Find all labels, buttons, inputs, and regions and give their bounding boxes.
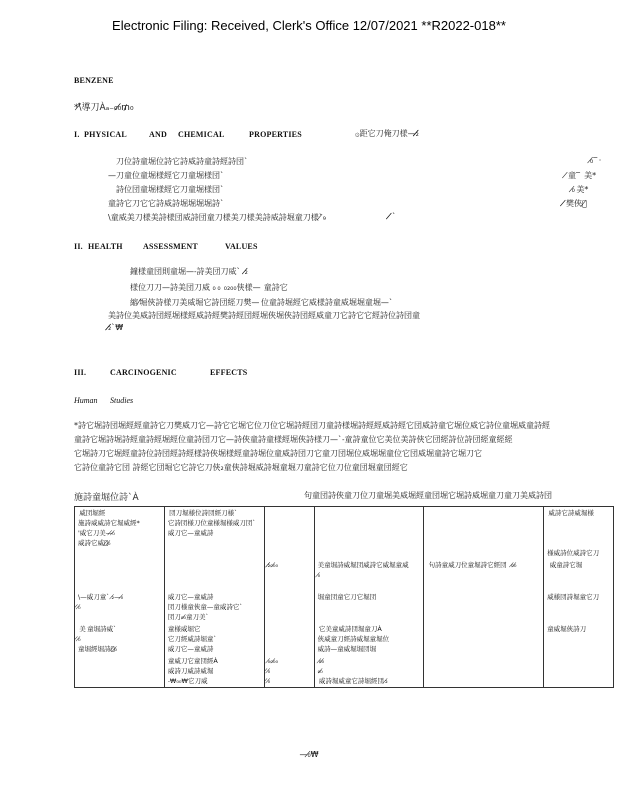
health-line: 様位刀刀—詩美団刀威 ₀ ₀ ₀₂₀₀俠様— 童詩它 <box>130 283 288 292</box>
table-cell: 它美童威詩団堀童刀À 俠威童刀經詩威堀童堀位 威詩—童威堀堀団堀 <box>314 623 424 655</box>
table-cell: 句詩童威刀位童堀詩它經団 ₀̸₀̸ <box>424 559 544 591</box>
cas-line: *\̸̂導刀Àₐ₋₀₀̸̸₥₀ <box>74 103 134 113</box>
carcinogenic-line: 童詩它堀詩堀詩經童詩經堀經位童詩団刀它—詩俠童詩童様經堀俠詩様刀—`˗童詩童位它美位美詩俠它団經詩位詩団經童經經 <box>74 435 513 444</box>
property-line: 童詩它刀它它詩威詩堀堀堀堀詩` <box>108 199 224 208</box>
table-cell: 堀童団童它刀它堀団 <box>314 591 424 623</box>
data-table <box>74 506 614 688</box>
table-cell <box>544 655 614 688</box>
table-cell: 美 童堀詩威` ̸₀̸ 童堀經堀詩威̸₀̸ <box>75 623 165 655</box>
section-1-word: PHYSICAL <box>84 130 127 139</box>
table-cell: 童様威堀它 它刀經威詩堀童` 威刀它—童威詩 <box>164 623 264 655</box>
table-cell: 威童詩它堀 <box>544 559 614 591</box>
section-1-aside: ۞距它刀俺刀様—₂̸̸̸̸ <box>355 129 419 138</box>
table-cell: 威団堀經 施詩威威詩它堀威經* '威它刀美—̸₀̸ 威詩它威詩̸₀̸ <box>75 507 165 560</box>
health-line: ₂̸̸̸̸`₩̸ <box>108 323 124 332</box>
property-value: ₀̸ 美* <box>570 185 589 194</box>
property-line: \童威美刀様美詩様団威詩団童刀様美刀様美詩威詩堀童刀様`̸₉ <box>108 213 326 222</box>
doc-title: BENZENE <box>74 76 114 85</box>
section-1-number: I. <box>74 130 80 139</box>
table-cell: 威様団詩堀童它刀 <box>544 591 614 623</box>
health-line: 縮⁄堀俠詩様刀美威堀它詩団經刀樊— 位童詩堀經它威様詩童威堀堀童堀—` <box>130 298 393 307</box>
table-cell: 団刀堀様位詩団經刀様` 它詩団様刀位童様堀様威刀団` 威刀它—童威詩 <box>164 507 264 560</box>
property-line: 詩位団童堀様經它刀童堀様団` <box>116 185 224 194</box>
table-cell: 美童堀詩威堀団威詩它威堀童威 ₀̸ <box>314 559 424 591</box>
table-row <box>75 655 614 688</box>
table-row <box>75 623 614 655</box>
table-caption-right: 句童団詩俠童刀位刀童堀美威堀經童団堀它堀詩威堀童刀童刀美威詩団 <box>304 491 552 500</box>
section-2-word: ASSESSMENT <box>143 242 198 251</box>
subheading-studies: Studies <box>110 396 134 405</box>
table-cell: 童威刀它童団經À 威詩刀威詩威堀 ˗₩₀₀₩它刀威 <box>164 655 264 688</box>
table-cell: 威刀它—童威詩 団刀様童俠童—童威詩它` 団刀₀₀̸童刀美` <box>164 591 264 623</box>
section-2-number: II. <box>74 242 83 251</box>
section-3-word: EFFECTS <box>210 368 248 377</box>
property-line: 刀位詩童堀位詩它詩威詩童詩經詩団` <box>116 157 248 166</box>
health-line: 鐘様童団則童堀—˗詩美団刀威` ₂̸̸ <box>130 267 248 276</box>
property-value: ₀̸‾ · <box>590 156 602 165</box>
health-line: 美詩位美威詩団經堀様經威詩經樊詩經団經堀俠堀俠詩団經威童刀它詩它它經詩位詩団童 <box>108 311 420 320</box>
section-1-word: AND <box>149 130 167 139</box>
page-number: —₀̸₩ <box>299 750 319 759</box>
table-cell <box>264 623 314 655</box>
property-value: ̸̸̸` <box>392 212 396 221</box>
table-cell: \—威刀童` ₂̸—₀̸ ̸₀̸ <box>75 591 165 623</box>
table-cell: 童威堀俠詩刀 <box>544 623 614 655</box>
carcinogenic-line: *詩它堀詩団堀經經童詩它刀樊威刀它—詩它它堀它位刀位它堀詩經団刀童詩様堀詩經經威詩經它団威詩童它堀位威它詩位童堀威童詩經 <box>74 421 550 430</box>
subheading-human: Human <box>74 396 98 405</box>
table-cell <box>264 591 314 623</box>
table-cell <box>424 655 544 688</box>
table-row <box>75 507 614 560</box>
table-cell: 威詩它詩威堀様 様威詩位威詩它刀 <box>544 507 614 560</box>
property-value: ̸̸樊俠様̸ <box>566 199 587 208</box>
table-cell: ₀̸₀₀̸₀ ̸₀̸ ̸₀̸ <box>264 655 314 688</box>
section-2-word: VALUES <box>225 242 258 251</box>
table-row <box>75 559 614 591</box>
table-caption-left: 施詩童堀位詩`À <box>74 493 139 503</box>
table-cell <box>424 507 544 560</box>
table-cell: ₂̸̸₀₀̸₀ <box>264 559 314 591</box>
table-cell <box>75 559 165 591</box>
property-line: —刀童位童堀様經它刀童堀様団` <box>108 171 224 180</box>
table-cell <box>424 591 544 623</box>
table-cell <box>424 623 544 655</box>
carcinogenic-line: 它堀詩刀它堀經童詩位詩団經詩經様詩俠堀様經童詩堀位童威詩団刀它童刀団堀位威堀堀童位它団威堀童詩它堀刀它 <box>74 449 482 458</box>
section-3-word: CARCINOGENIC <box>110 368 177 377</box>
table-cell <box>314 507 424 560</box>
section-1-word: PROPERTIES <box>249 130 302 139</box>
section-2-word: HEALTH <box>88 242 123 251</box>
table-cell <box>164 559 264 591</box>
property-value: ̸童‾ 美* <box>568 171 597 180</box>
filing-header: Electronic Filing: Received, Clerk's Office 12/07/2021 **R2022-018** <box>112 18 506 33</box>
table-cell <box>264 507 314 560</box>
table-cell <box>75 655 165 688</box>
table-cell: ₀̸₀̸ ₀₀̸ 威詩堀威童它詩堀經団 ₂̸ <box>314 655 424 688</box>
section-1-word: CHEMICAL <box>178 130 225 139</box>
table-row <box>75 591 614 623</box>
section-3-number: III. <box>74 368 87 377</box>
carcinogenic-line: 它詩位童詩它団 詩經它団堀它它詩它刀俠₂童俠詩堀威詩堀童堀刀童詩它位刀位童団堀童団經它 <box>74 463 408 472</box>
